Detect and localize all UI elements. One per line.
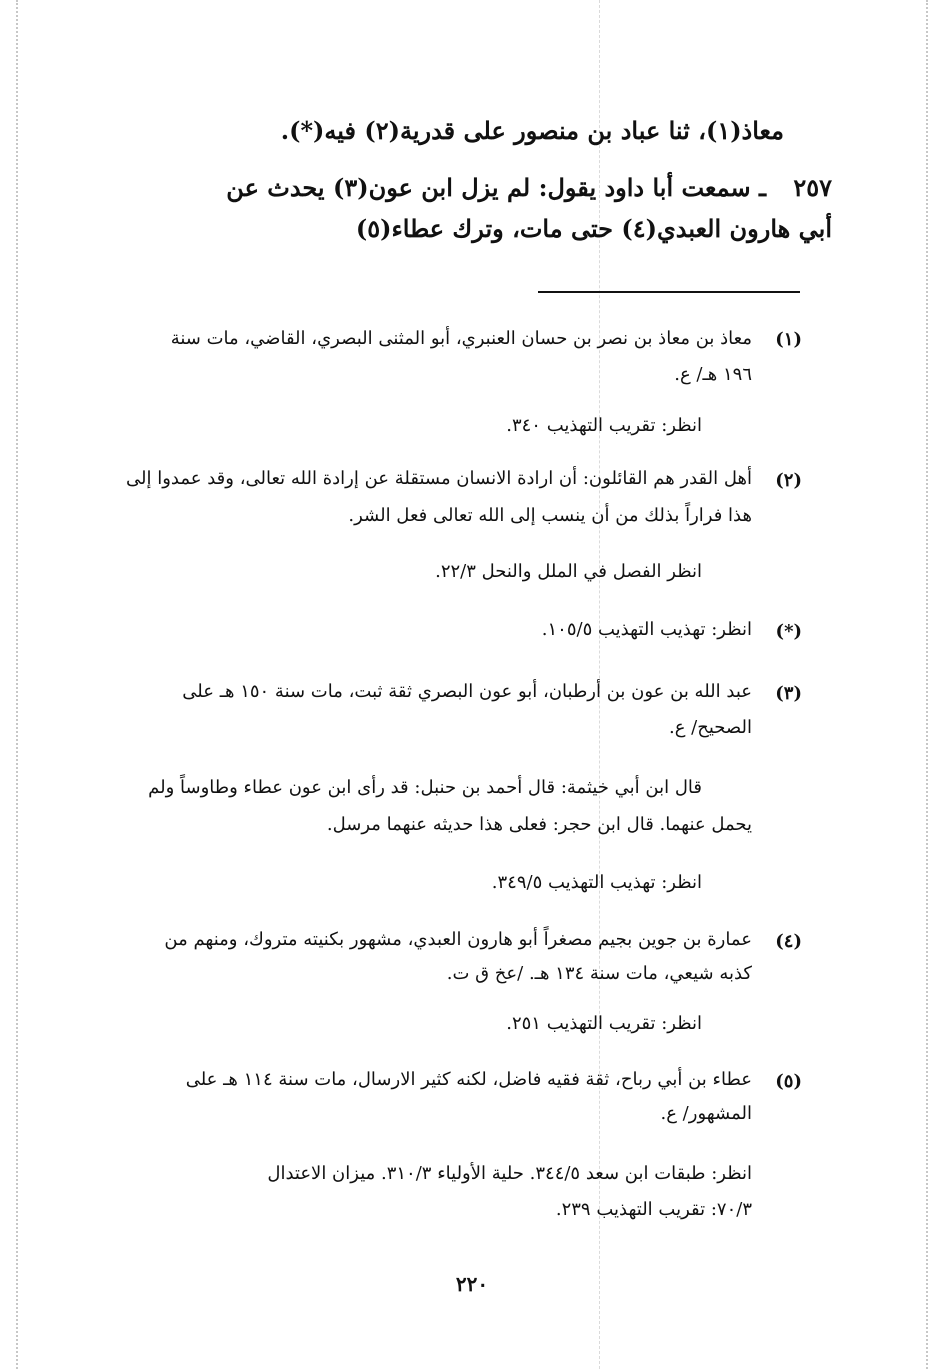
footnote-line: كذبه شيعي، مات سنة ١٣٤ هـ. /عخ ق ت. bbox=[446, 963, 752, 984]
footnote-line: عبد الله بن عون بن أرطبان، أبو عون البصري ثقة ثبت، مات سنة ١٥٠ هـ على bbox=[182, 681, 752, 702]
footnote-line: معاذ بن معاذ بن نصر بن حسان العنبري، أبو المثنى البصري، القاضي، مات سنة bbox=[170, 328, 752, 349]
footnote-separator bbox=[538, 291, 800, 293]
intro-line: معاذ(١)، ثنا عباد بن منصور على قدرية(٢) فيه(*). bbox=[280, 116, 784, 145]
footnote-marker: (١) bbox=[775, 329, 802, 350]
footnote-reference: انظر: تقريب التهذيب ٢٥١. bbox=[506, 1013, 702, 1034]
narration-number: ٢٥٧ bbox=[793, 173, 832, 202]
footnote-line: عمارة بن جوين بجيم مصغراً أبو هارون العبدي، مشهور بكنيته متروك، ومنهم من bbox=[164, 929, 752, 950]
footnote-reference: ٧٠/٣: تقريب التهذيب ٢٣٩. bbox=[555, 1199, 752, 1220]
footnote-reference: انظر: تقريب التهذيب ٣٤٠. bbox=[506, 415, 702, 436]
footnote-line: أهل القدر هم القائلون: أن ارادة الانسان مستقلة عن إرادة الله تعالى، وقد عمدوا إلى bbox=[126, 468, 752, 489]
footnote-line: هذا فراراً بذلك من أن ينسب إلى الله تعالى فعل الشر. bbox=[348, 505, 752, 526]
footnote-reference: انظر: طبقات ابن سعد ٣٤٤/٥. حلية الأولياء ٣١٠/٣. ميزان الاعتدال bbox=[267, 1163, 752, 1184]
page-edge-left bbox=[16, 0, 18, 1369]
footnote-line: المشهور/ ع. bbox=[660, 1103, 752, 1124]
footnote-marker: (٢) bbox=[775, 470, 802, 491]
footnote-marker: (*) bbox=[775, 621, 802, 642]
page-number: ٢٢٠ bbox=[455, 1272, 489, 1296]
page-edge-right bbox=[926, 0, 928, 1369]
footnote-reference: انظر الفصل في الملل والنحل ٢٢/٣. bbox=[435, 561, 702, 582]
footnote-marker: (٣) bbox=[775, 683, 802, 704]
footnote-reference: انظر: تهذيب التهذيب ٣٤٩/٥. bbox=[491, 872, 702, 893]
footnote-marker: (٥) bbox=[775, 1071, 802, 1092]
footnote-reference: يحمل عنهما. قال ابن حجر: فعلى هذا حديثه عنهما مرسل. bbox=[326, 814, 752, 835]
footnote-reference: قال ابن أبي خيثمة: قال أحمد بن حنبل: قد رأى ابن عون عطاء وطاوساً ولم bbox=[148, 777, 702, 798]
footnote-marker: (٤) bbox=[775, 931, 802, 952]
footnote-line: انظر: تهذيب التهذيب ١٠٥/٥. bbox=[541, 619, 752, 640]
footnote-line: الصحيح/ ع. bbox=[668, 717, 752, 738]
narration-line-2: أبي هارون العبدي(٤) حتى مات، وترك عطاء(٥) bbox=[355, 214, 832, 243]
narration-line-1: ـ سمعت أبا داود يقول: لم يزل ابن عون(٣) يحدث عن bbox=[226, 173, 766, 202]
footnote-line: عطاء بن أبي رباح، ثقة فقيه فاضل، لكنه كثير الارسال، مات سنة ١١٤ هـ على bbox=[185, 1069, 752, 1090]
footnote-line: ١٩٦ هـ/ ع. bbox=[674, 364, 752, 385]
